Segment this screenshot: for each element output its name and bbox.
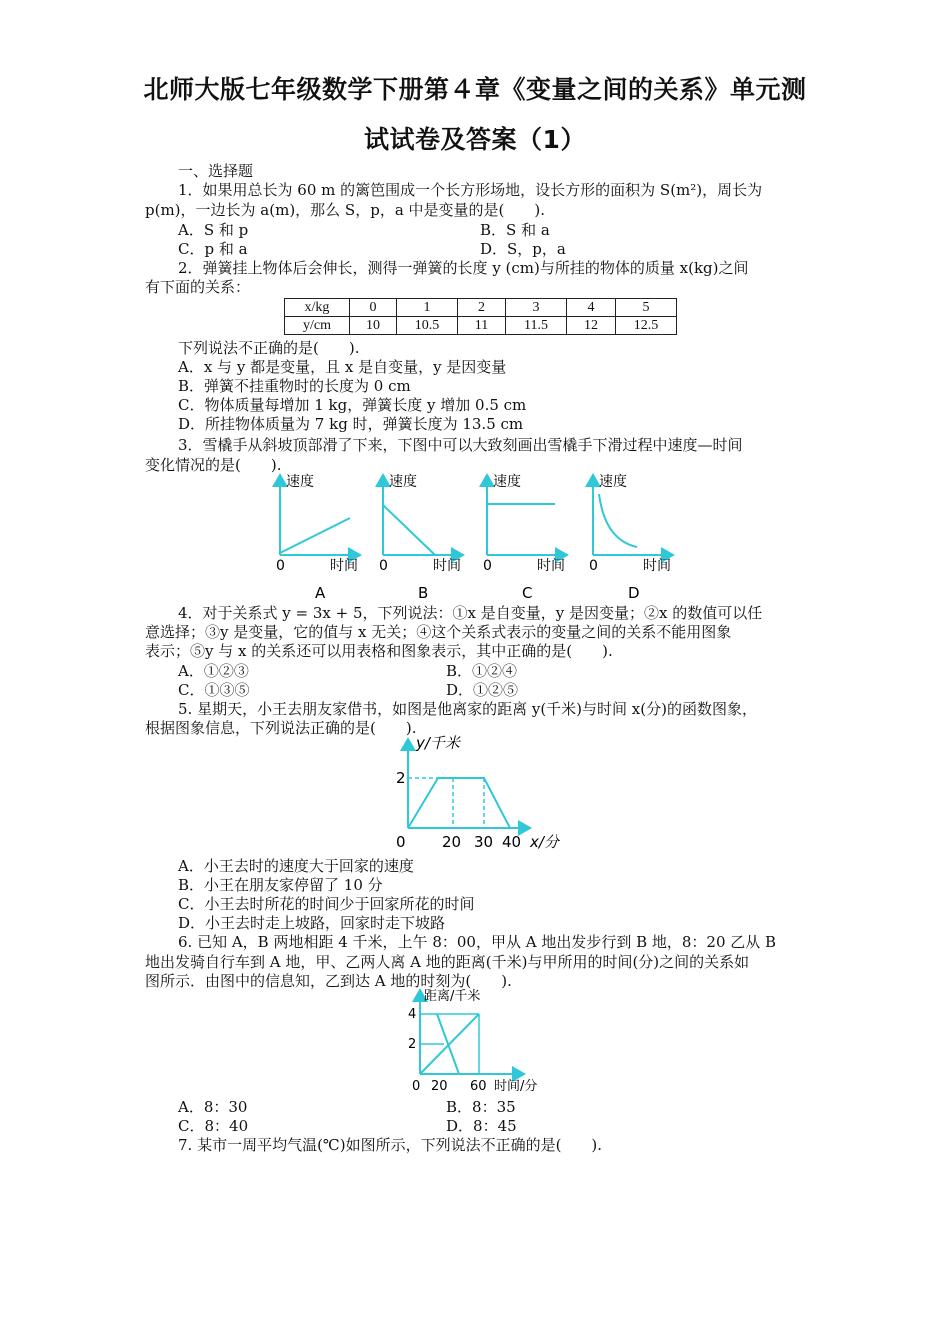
- table-cell: 10.5: [397, 317, 458, 335]
- q6-graph-xlabel: 时间/分: [494, 1079, 538, 1094]
- graph-a-ylabel: 速度: [286, 474, 314, 490]
- table-row: [285, 317, 677, 335]
- q4-option-d: D．①②⑤: [446, 681, 519, 699]
- q6-line2: 地出发骑自行车到 A 地，甲、乙两人离 A 地的距离(千米)与甲所用的时间(分)之间的关系如: [145, 953, 750, 971]
- page-title-line2: 试试卷及答案（1）: [364, 125, 586, 154]
- q1-line2: p(m)，一边长为 a(m)，那么 S，p，a 中是变量的是( ).: [145, 201, 545, 219]
- q4-line3: 表示；⑤y 与 x 的关系还可以用表格和图象表示，其中正确的是( ).: [145, 642, 613, 660]
- q5-graph-xtick: 30: [474, 833, 494, 851]
- q6-line3: 图所示．由图中的信息知，乙到达 A 地的时刻为( ).: [145, 972, 512, 990]
- q6-graph-ytick: 2: [408, 1037, 417, 1052]
- graph-c-origin: 0: [483, 558, 492, 574]
- graph-b-ylabel: 速度: [389, 474, 417, 490]
- q6-option-d: D．8：45: [446, 1117, 517, 1135]
- table-cell: 12.5: [616, 317, 677, 335]
- q5-graph-ytick: 2: [396, 769, 406, 787]
- q5-graph-ylabel: y/千米: [416, 734, 460, 752]
- graph-c: [483, 473, 567, 602]
- q2-option-a: A．x 与 y 都是变量，且 x 是自变量，y 是因变量: [178, 358, 507, 376]
- graph-c-ylabel: 速度: [493, 474, 521, 490]
- graph-b: [379, 473, 463, 602]
- table-cell: 5: [616, 299, 677, 317]
- table-cell: 11.5: [506, 317, 567, 335]
- table-cell: 3: [506, 299, 567, 317]
- q5-option-a: A．小王去时的速度大于回家的速度: [178, 857, 414, 875]
- q5-line1: 5. 星期天，小王去朋友家借书，如图是他离家的距离 y(千米)与时间 x(分)的函数图象，: [178, 700, 757, 718]
- table-cell: y/cm: [285, 317, 350, 335]
- table-cell: 10: [350, 317, 397, 335]
- q1-option-d: D．S，p，a: [480, 240, 566, 258]
- table-cell: 12: [567, 317, 616, 335]
- graph-d-xlabel: 时间: [643, 558, 671, 574]
- section-heading: 一、选择题: [178, 162, 254, 180]
- q2-line3: 下列说法不正确的是( ).: [178, 339, 360, 357]
- graph-d-ylabel: 速度: [599, 474, 627, 490]
- q4-line2: 意选择；③y 是变量，它的值与 x 无关；④这个关系式表示的变量之间的关系不能用图象: [145, 623, 732, 641]
- q4-option-c: C．①③⑤: [178, 681, 250, 699]
- q3-line1: 3．雪橇手从斜坡顶部滑了下来，下图中可以大致刻画出雪橇手下滑过程中速度—时间: [178, 436, 743, 454]
- q1-option-b: B．S 和 a: [480, 221, 550, 239]
- q6-graph-ylabel: 距离/千米: [424, 989, 481, 1004]
- q3-speed-time-graphs: [260, 470, 700, 605]
- q5-distance-time-graph: [380, 733, 580, 853]
- table-cell: 1: [397, 299, 458, 317]
- q1-line1: 1．如果用总长为 60 m 的篱笆围成一个长方形场地，设长方形的面积为 S(m²)，周长为: [178, 181, 763, 199]
- table-cell: x/kg: [285, 299, 350, 317]
- q2-option-b: B．弹簧不挂重物时的长度为 0 cm: [178, 377, 411, 395]
- graph-a: [276, 473, 360, 602]
- q6-graph-ytick: 4: [408, 1007, 417, 1022]
- table-cell: 11: [458, 317, 506, 335]
- q4-option-b: B．①②④: [446, 662, 518, 680]
- q2-data-table: [284, 298, 677, 335]
- graph-b-xlabel: 时间: [433, 558, 461, 574]
- q6-option-c: C．8：40: [178, 1117, 249, 1135]
- q6-line1: 6. 已知 A，B 两地相距 4 千米，上午 8：00，甲从 A 地出发步行到 B 地，8：20 乙从 B: [178, 933, 777, 951]
- q5-graph-line: [408, 778, 510, 828]
- graph-a-letter: A: [315, 584, 326, 602]
- graph-b-origin: 0: [379, 558, 388, 574]
- graph-b-letter: B: [418, 584, 429, 602]
- q6-option-a: A．8：30: [178, 1098, 248, 1116]
- q3-line2: 变化情况的是( ).: [145, 456, 282, 474]
- graph-b-line: [383, 505, 435, 555]
- graph-d-curve: [599, 494, 637, 547]
- graph-a-xlabel: 时间: [330, 558, 358, 574]
- table-row: [285, 299, 677, 317]
- q4-option-a: A．①②③: [178, 662, 249, 680]
- q2-line2: 有下面的关系：: [145, 278, 251, 296]
- q5-graph-origin: 0: [396, 833, 406, 851]
- q6-graph-xtick: 20: [431, 1079, 448, 1094]
- graph-a-line: [280, 518, 350, 553]
- graph-c-xlabel: 时间: [537, 558, 565, 574]
- q5-option-b: B．小王在朋友家停留了 10 分: [178, 876, 383, 894]
- graph-d: [589, 473, 673, 602]
- q5-option-c: C．小王去时所花的时间少于回家所花的时间: [178, 895, 475, 913]
- q5-graph-xtick: 20: [442, 833, 462, 851]
- q1-option-c: C．p 和 a: [178, 240, 248, 258]
- q2-option-c: C．物体质量每增加 1 kg，弹簧长度 y 增加 0.5 cm: [178, 396, 527, 414]
- q5-graph-xlabel: x/分: [530, 833, 559, 851]
- q6-graph-xtick: 60: [470, 1079, 487, 1094]
- q4-line1: 4．对于关系式 y = 3x + 5，下列说法：①x 是自变量，y 是因变量；②x 的数值可以任: [178, 604, 763, 622]
- q1-option-a: A．S 和 p: [178, 221, 249, 239]
- q2-option-d: D．所挂物体质量为 7 kg 时，弹簧长度为 13.5 cm: [178, 415, 524, 433]
- graph-a-origin: 0: [276, 558, 285, 574]
- q2-line1: 2．弹簧挂上物体后会伸长，测得一弹簧的长度 y (cm)与所挂的物体的质量 x(kg)之间: [178, 259, 749, 277]
- graph-d-origin: 0: [589, 558, 598, 574]
- table-cell: 2: [458, 299, 506, 317]
- q6-distance-time-graph: [404, 986, 554, 1094]
- table-cell: 4: [567, 299, 616, 317]
- q7-line1: 7. 某市一周平均气温(℃)如图所示，下列说法不正确的是( ).: [178, 1136, 603, 1154]
- graph-d-letter: D: [628, 584, 640, 602]
- graph-c-letter: C: [522, 584, 533, 602]
- q6-option-b: B．8：35: [446, 1098, 516, 1116]
- q6-graph-origin: 0: [412, 1079, 421, 1094]
- q5-graph-xtick: 40: [502, 833, 522, 851]
- table-cell: 0: [350, 299, 397, 317]
- q5-line2: 根据图象信息，下列说法正确的是( ).: [145, 719, 417, 737]
- q5-option-d: D．小王去时走上坡路，回家时走下坡路: [178, 914, 446, 932]
- page-title-line1: 北师大版七年级数学下册第４章《变量之间的关系》单元测: [143, 75, 807, 104]
